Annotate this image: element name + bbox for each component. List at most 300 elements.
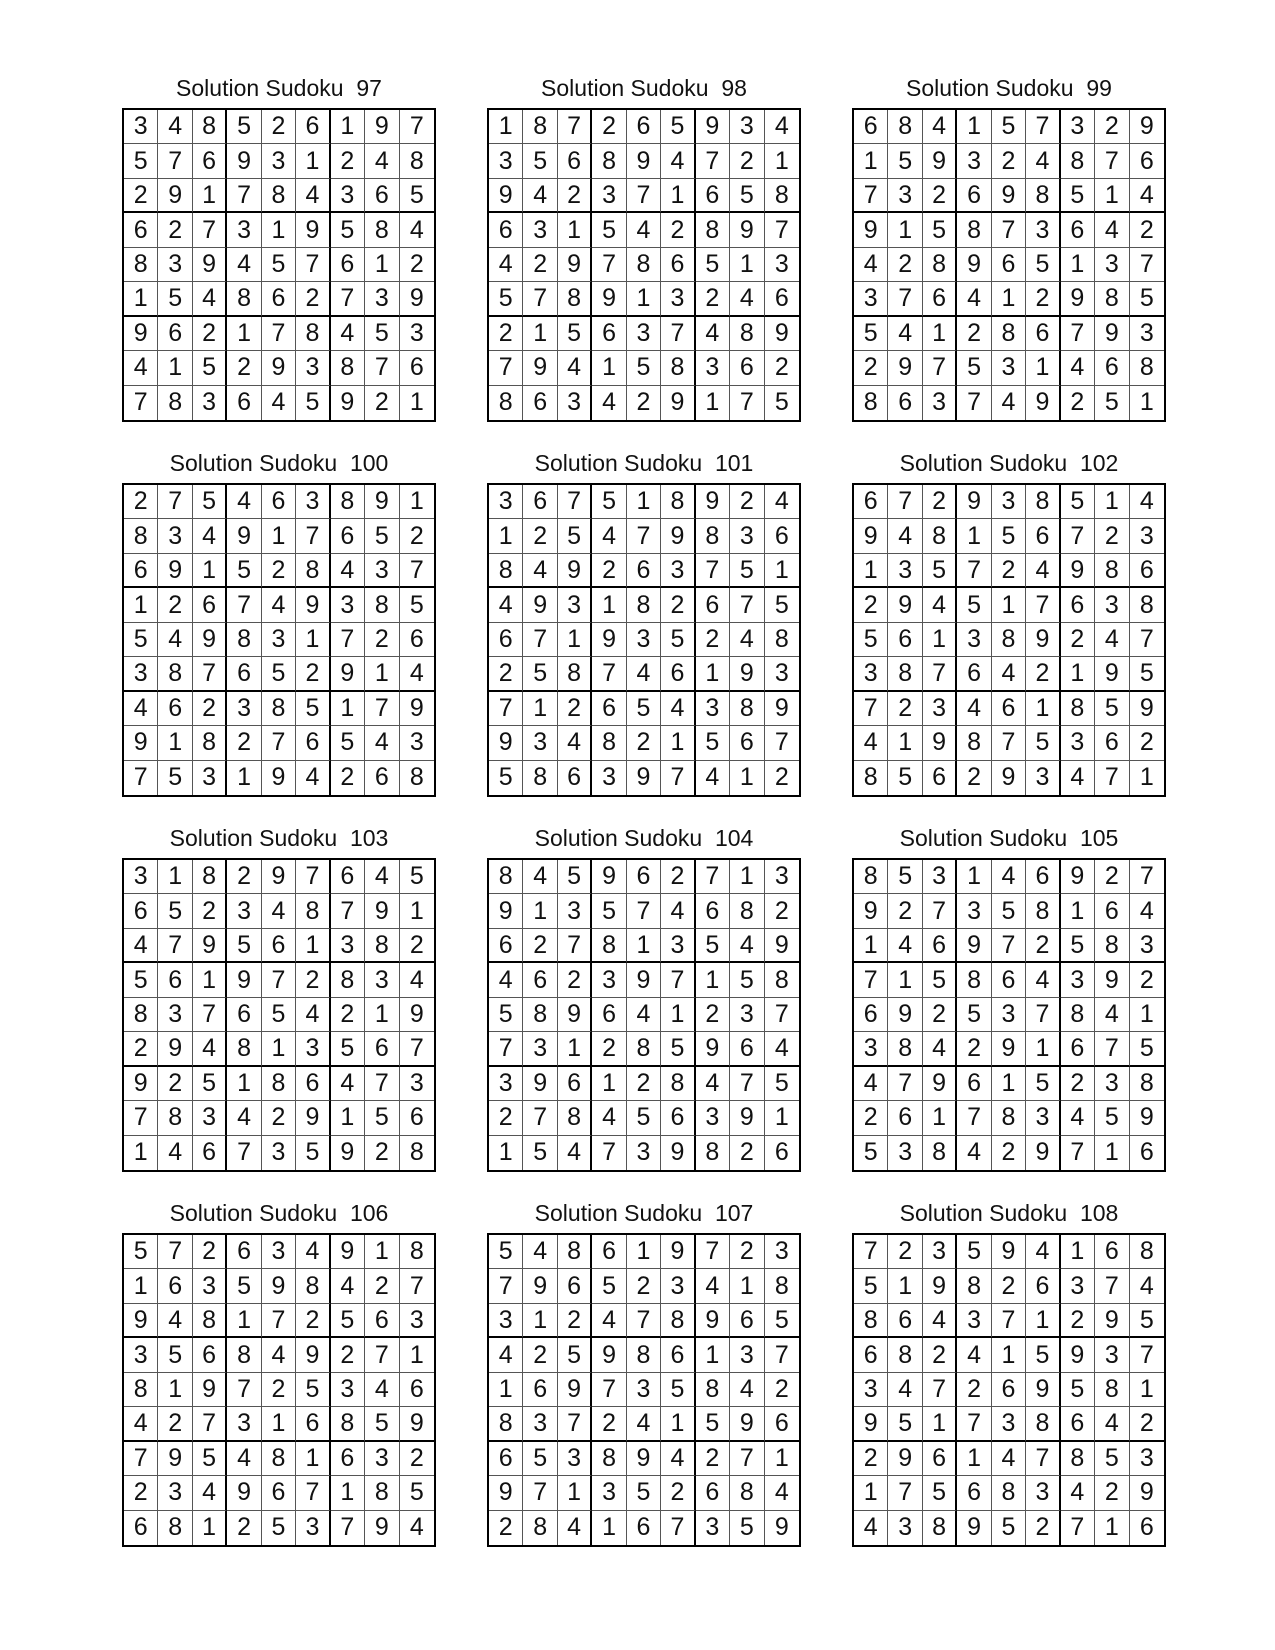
grid-cell: 3: [888, 1136, 922, 1170]
grid-cell: 7: [627, 894, 661, 928]
grid-cell: 4: [730, 1373, 764, 1407]
grid-cell: 2: [400, 929, 434, 963]
grid-cell: 5: [331, 213, 365, 247]
grid-cell: 5: [124, 963, 158, 997]
grid-cell: 7: [158, 485, 192, 519]
grid-cell: 3: [400, 1304, 434, 1338]
sudoku-solution-block: [487, 443, 801, 797]
grid-cell: 8: [400, 144, 434, 178]
grid-cell: 4: [1026, 144, 1060, 178]
grid-cell: 7: [365, 1338, 399, 1372]
grid-cell: 2: [992, 554, 1026, 588]
grid-cell: 8: [1095, 282, 1129, 316]
grid-cell: 3: [558, 588, 592, 622]
grid-cell: 7: [592, 1373, 626, 1407]
grid-cell: 9: [627, 1442, 661, 1476]
grid-cell: 3: [158, 519, 192, 553]
grid-cell: 9: [331, 1235, 365, 1269]
grid-cell: 8: [227, 282, 261, 316]
grid-cell: 4: [888, 929, 922, 963]
grid-cell: 7: [765, 998, 799, 1032]
grid-cell: 6: [765, 1407, 799, 1441]
grid-cell: 6: [957, 1476, 991, 1510]
grid-cell: 7: [262, 1304, 296, 1338]
grid-cell: 2: [1095, 1476, 1129, 1510]
grid-cell: 2: [365, 623, 399, 657]
grid-cell: 7: [730, 386, 764, 420]
grid-cell: 2: [158, 1067, 192, 1101]
grid-cell: 9: [730, 213, 764, 247]
grid-cell: 7: [1026, 588, 1060, 622]
grid-cell: 5: [227, 929, 261, 963]
grid-cell: 6: [489, 929, 523, 963]
grid-cell: 4: [1026, 554, 1060, 588]
grid-cell: 4: [124, 692, 158, 726]
grid-cell: 1: [124, 282, 158, 316]
grid-cell: 4: [365, 860, 399, 894]
grid-cell: 7: [957, 554, 991, 588]
grid-cell: 9: [489, 894, 523, 928]
grid-cell: 5: [193, 485, 227, 519]
grid-cell: 5: [262, 998, 296, 1032]
grid-cell: 1: [696, 657, 730, 691]
grid-cell: 5: [992, 1511, 1026, 1545]
grid-cell: 9: [627, 761, 661, 795]
grid-cell: 6: [262, 929, 296, 963]
grid-cell: 7: [331, 282, 365, 316]
grid-cell: 1: [489, 1136, 523, 1170]
grid-cell: 6: [661, 657, 695, 691]
grid-cell: 5: [558, 519, 592, 553]
puzzle-title: Solution Sudoku 108: [899, 1200, 1119, 1226]
grid-cell: 7: [193, 1407, 227, 1441]
grid-cell: 2: [124, 1032, 158, 1066]
grid-cell: 4: [854, 1511, 888, 1545]
grid-cell: 4: [296, 761, 330, 795]
grid-cell: 3: [957, 144, 991, 178]
grid-cell: 4: [158, 110, 192, 144]
grid-cell: 9: [331, 386, 365, 420]
grid-cell: 3: [854, 657, 888, 691]
grid-cell: 2: [765, 351, 799, 385]
grid-cell: 3: [592, 761, 626, 795]
grid-cell: 9: [888, 1442, 922, 1476]
grid-cell: 3: [661, 929, 695, 963]
grid-cell: 6: [158, 1269, 192, 1303]
grid-cell: 1: [765, 1101, 799, 1135]
grid-cell: 3: [696, 692, 730, 726]
grid-cell: 9: [124, 1304, 158, 1338]
grid-cell: 2: [1130, 213, 1164, 247]
grid-cell: 4: [661, 144, 695, 178]
grid-cell: 7: [262, 963, 296, 997]
grid-cell: 5: [592, 894, 626, 928]
grid-cell: 1: [661, 1407, 695, 1441]
grid-cell: 4: [558, 1136, 592, 1170]
sudoku-grid: [487, 483, 801, 797]
grid-cell: 6: [923, 929, 957, 963]
grid-cell: 7: [627, 179, 661, 213]
grid-cell: 9: [854, 1407, 888, 1441]
grid-cell: 9: [992, 1032, 1026, 1066]
grid-cell: 2: [1061, 1304, 1095, 1338]
grid-cell: 9: [992, 179, 1026, 213]
grid-cell: 6: [923, 761, 957, 795]
grid-cell: 1: [627, 485, 661, 519]
grid-cell: 1: [888, 1269, 922, 1303]
grid-cell: 2: [888, 248, 922, 282]
grid-cell: 7: [730, 1067, 764, 1101]
grid-cell: 6: [523, 963, 557, 997]
grid-cell: 6: [400, 1373, 434, 1407]
grid-cell: 7: [992, 726, 1026, 760]
grid-cell: 5: [765, 1067, 799, 1101]
grid-cell: 9: [365, 110, 399, 144]
grid-cell: 7: [158, 929, 192, 963]
grid-cell: 5: [1061, 929, 1095, 963]
grid-cell: 8: [365, 929, 399, 963]
grid-cell: 5: [854, 1136, 888, 1170]
grid-cell: 8: [1130, 1235, 1164, 1269]
grid-cell: 4: [400, 213, 434, 247]
grid-cell: 4: [489, 248, 523, 282]
grid-cell: 8: [1095, 554, 1129, 588]
grid-cell: 7: [1026, 1442, 1060, 1476]
grid-cell: 1: [1061, 248, 1095, 282]
grid-cell: 2: [489, 317, 523, 351]
grid-cell: 5: [957, 588, 991, 622]
grid-cell: 2: [193, 692, 227, 726]
grid-cell: 8: [765, 623, 799, 657]
grid-cell: 1: [489, 110, 523, 144]
grid-cell: 9: [558, 554, 592, 588]
grid-cell: 3: [730, 998, 764, 1032]
grid-cell: 4: [409, 1513, 424, 1542]
grid-cell: 8: [592, 144, 626, 178]
grid-cell: 5: [400, 179, 434, 213]
grid-cell: 3: [158, 248, 192, 282]
grid-cell: 6: [854, 110, 888, 144]
grid-cell: 6: [1061, 1032, 1095, 1066]
grid-cell: 6: [765, 519, 799, 553]
grid-cell: 1: [992, 282, 1026, 316]
grid-cell: 1: [489, 519, 523, 553]
grid-cell: 1: [1139, 763, 1154, 792]
grid-cell: 9: [296, 213, 330, 247]
grid-cell: 5: [696, 248, 730, 282]
grid-cell: 8: [730, 1476, 764, 1510]
grid-cell: 9: [331, 657, 365, 691]
grid-cell: 7: [400, 554, 434, 588]
grid-cell: 1: [158, 351, 192, 385]
grid-cell: 4: [923, 1032, 957, 1066]
grid-cell: 4: [627, 657, 661, 691]
grid-cell: 7: [124, 761, 158, 795]
grid-cell: 8: [158, 1511, 192, 1545]
grid-cell: 9: [592, 1338, 626, 1372]
grid-cell: 4: [730, 623, 764, 657]
grid-cell: 7: [1130, 1338, 1164, 1372]
grid-cell: 7: [696, 144, 730, 178]
grid-cell: 3: [1061, 110, 1095, 144]
grid-cell: 3: [923, 860, 957, 894]
grid-cell: 6: [158, 317, 192, 351]
grid-cell: 8: [627, 1032, 661, 1066]
grid-cell: 9: [558, 1373, 592, 1407]
grid-cell: 8: [854, 761, 888, 795]
grid-cell: 1: [661, 179, 695, 213]
grid-cell: 9: [296, 588, 330, 622]
grid-cell: 9: [400, 998, 434, 1032]
grid-cell: 9: [592, 282, 626, 316]
grid-cell: 3: [1026, 213, 1060, 247]
grid-cell: 5: [1130, 1304, 1164, 1338]
grid-cell: 6: [331, 519, 365, 553]
grid-cell: 5: [558, 1338, 592, 1372]
grid-cell: 8: [124, 248, 158, 282]
grid-cell: 3: [854, 1373, 888, 1407]
grid-cell: 2: [124, 179, 158, 213]
grid-cell: 1: [730, 860, 764, 894]
grid-cell: 5: [400, 860, 434, 894]
grid-cell: 5: [730, 963, 764, 997]
grid-cell: 3: [489, 144, 523, 178]
puzzle-title: Solution Sudoku 100: [169, 450, 389, 476]
grid-cell: 7: [661, 963, 695, 997]
grid-cell: 1: [1026, 351, 1060, 385]
grid-cell: 4: [1026, 963, 1060, 997]
grid-cell: 4: [262, 386, 296, 420]
grid-cell: 4: [124, 1407, 158, 1441]
grid-cell: 2: [1095, 110, 1129, 144]
grid-cell: 8: [296, 1269, 330, 1303]
grid-cell: 8: [193, 860, 227, 894]
grid-cell: 3: [227, 692, 261, 726]
sudoku-grid: [487, 108, 801, 422]
grid-cell: 9: [592, 860, 626, 894]
sudoku-grid: [122, 858, 436, 1172]
grid-cell: 3: [854, 1032, 888, 1066]
grid-cell: 4: [400, 963, 434, 997]
grid-cell: 4: [523, 1235, 557, 1269]
grid-cell: 7: [227, 588, 261, 622]
grid-cell: 2: [1026, 1511, 1060, 1545]
grid-cell: 3: [296, 1511, 330, 1545]
grid-cell: 8: [1026, 894, 1060, 928]
grid-cell: 8: [523, 1511, 557, 1545]
grid-cell: 3: [696, 1511, 730, 1545]
grid-cell: 7: [262, 726, 296, 760]
grid-cell: 8: [489, 860, 523, 894]
grid-cell: 5: [1095, 692, 1129, 726]
grid-cell: 9: [730, 657, 764, 691]
grid-cell: 6: [730, 1032, 764, 1066]
grid-cell: 3: [365, 282, 399, 316]
grid-cell: 2: [227, 726, 261, 760]
grid-cell: 4: [923, 110, 957, 144]
grid-cell: 9: [365, 485, 399, 519]
grid-cell: 6: [296, 110, 330, 144]
grid-cell: 4: [592, 519, 626, 553]
grid-cell: 8: [765, 1269, 799, 1303]
grid-cell: 6: [1095, 894, 1129, 928]
grid-cell: 1: [331, 1101, 365, 1135]
grid-cell: 8: [661, 1067, 695, 1101]
grid-cell: 1: [730, 761, 764, 795]
grid-cell: 2: [661, 1476, 695, 1510]
grid-cell: 8: [262, 179, 296, 213]
grid-cell: 4: [592, 1101, 626, 1135]
grid-cell: 4: [854, 248, 888, 282]
grid-cell: 8: [365, 1476, 399, 1510]
grid-cell: 7: [296, 1476, 330, 1510]
grid-cell: 4: [1061, 351, 1095, 385]
grid-cell: 3: [1026, 1101, 1060, 1135]
sudoku-solution-block: [122, 443, 436, 797]
grid-cell: 3: [661, 1269, 695, 1303]
grid-cell: 3: [262, 1136, 296, 1170]
grid-cell: 8: [923, 248, 957, 282]
grid-cell: 3: [523, 726, 557, 760]
grid-cell: 7: [992, 213, 1026, 247]
grid-cell: 9: [1026, 1136, 1060, 1170]
grid-cell: 2: [1130, 726, 1164, 760]
grid-cell: 2: [400, 519, 434, 553]
grid-cell: 1: [592, 1067, 626, 1101]
grid-cell: 3: [331, 1373, 365, 1407]
grid-cell: 2: [558, 1304, 592, 1338]
grid-cell: 1: [365, 657, 399, 691]
grid-cell: 7: [696, 554, 730, 588]
grid-cell: 3: [124, 657, 158, 691]
grid-cell: 2: [365, 1269, 399, 1303]
grid-cell: 9: [262, 1269, 296, 1303]
grid-cell: 7: [1095, 1032, 1129, 1066]
grid-cell: 8: [992, 1101, 1026, 1135]
grid-cell: 8: [558, 1235, 592, 1269]
grid-cell: 7: [957, 1407, 991, 1441]
grid-cell: 8: [696, 213, 730, 247]
grid-cell: 5: [888, 1407, 922, 1441]
grid-cell: 4: [158, 623, 192, 657]
grid-cell: 6: [227, 1235, 261, 1269]
grid-cell: 1: [765, 554, 799, 588]
grid-cell: 4: [124, 929, 158, 963]
grid-cell: 7: [1130, 860, 1164, 894]
grid-cell: 5: [523, 1136, 557, 1170]
grid-cell: 9: [296, 1101, 330, 1135]
grid-cell: 6: [331, 1442, 365, 1476]
grid-cell: 4: [854, 1067, 888, 1101]
grid-cell: 8: [489, 386, 523, 420]
grid-cell: 7: [489, 351, 523, 385]
grid-cell: 6: [400, 623, 434, 657]
grid-cell: 7: [888, 1476, 922, 1510]
grid-cell: 8: [523, 110, 557, 144]
grid-cell: 5: [923, 213, 957, 247]
grid-cell: 6: [124, 1511, 158, 1545]
grid-cell: 1: [888, 726, 922, 760]
grid-cell: 2: [1130, 1407, 1164, 1441]
grid-cell: 5: [1061, 179, 1095, 213]
grid-cell: 2: [854, 1101, 888, 1135]
grid-cell: 6: [765, 282, 799, 316]
grid-cell: 2: [592, 1032, 626, 1066]
grid-cell: 1: [854, 1476, 888, 1510]
grid-cell: 4: [923, 588, 957, 622]
grid-cell: 7: [1061, 519, 1095, 553]
grid-cell: 2: [558, 692, 592, 726]
grid-cell: 3: [627, 623, 661, 657]
grid-cell: 6: [730, 726, 764, 760]
puzzle-title: Solution Sudoku 99: [906, 75, 1112, 101]
grid-cell: 5: [193, 1067, 227, 1101]
grid-cell: 2: [854, 1442, 888, 1476]
grid-cell: 4: [124, 351, 158, 385]
grid-cell: 3: [193, 1101, 227, 1135]
grid-cell: 2: [296, 963, 330, 997]
grid-cell: 8: [696, 519, 730, 553]
grid-cell: 7: [124, 1442, 158, 1476]
grid-cell: 2: [696, 1442, 730, 1476]
grid-cell: 9: [158, 179, 192, 213]
grid-cell: 4: [523, 179, 557, 213]
grid-cell: 9: [1095, 1304, 1129, 1338]
grid-cell: 4: [957, 282, 991, 316]
grid-cell: 2: [957, 1032, 991, 1066]
grid-cell: 6: [923, 1442, 957, 1476]
grid-cell: 3: [661, 282, 695, 316]
grid-cell: 8: [124, 519, 158, 553]
grid-cell: 1: [765, 144, 799, 178]
grid-cell: 8: [992, 1476, 1026, 1510]
sudoku-grid: [122, 483, 436, 797]
grid-cell: 6: [888, 623, 922, 657]
grid-cell: 8: [193, 726, 227, 760]
grid-cell: 2: [193, 317, 227, 351]
grid-cell: 3: [923, 386, 957, 420]
grid-cell: 3: [957, 1304, 991, 1338]
grid-cell: 9: [1061, 1338, 1095, 1372]
grid-cell: 4: [957, 1338, 991, 1372]
grid-cell: 5: [227, 1269, 261, 1303]
grid-cell: 1: [730, 248, 764, 282]
puzzle-title: Solution Sudoku 107: [534, 1200, 754, 1226]
grid-cell: 1: [592, 351, 626, 385]
grid-cell: 7: [489, 1269, 523, 1303]
grid-cell: 3: [1061, 726, 1095, 760]
grid-cell: 5: [992, 894, 1026, 928]
grid-cell: 5: [854, 1269, 888, 1303]
grid-cell: 8: [888, 657, 922, 691]
grid-cell: 6: [158, 963, 192, 997]
grid-cell: 6: [489, 1442, 523, 1476]
grid-cell: 7: [923, 894, 957, 928]
grid-cell: 9: [1130, 1476, 1164, 1510]
grid-cell: 9: [888, 351, 922, 385]
grid-cell: 9: [489, 1476, 523, 1510]
grid-cell: 3: [227, 894, 261, 928]
grid-cell: 2: [331, 998, 365, 1032]
grid-cell: 7: [1095, 144, 1129, 178]
grid-cell: 6: [1026, 860, 1060, 894]
grid-cell: 7: [696, 1235, 730, 1269]
grid-cell: 3: [765, 860, 799, 894]
grid-cell: 3: [1130, 317, 1164, 351]
grid-cell: 9: [1130, 1101, 1164, 1135]
grid-cell: 7: [558, 1407, 592, 1441]
grid-cell: 4: [489, 963, 523, 997]
